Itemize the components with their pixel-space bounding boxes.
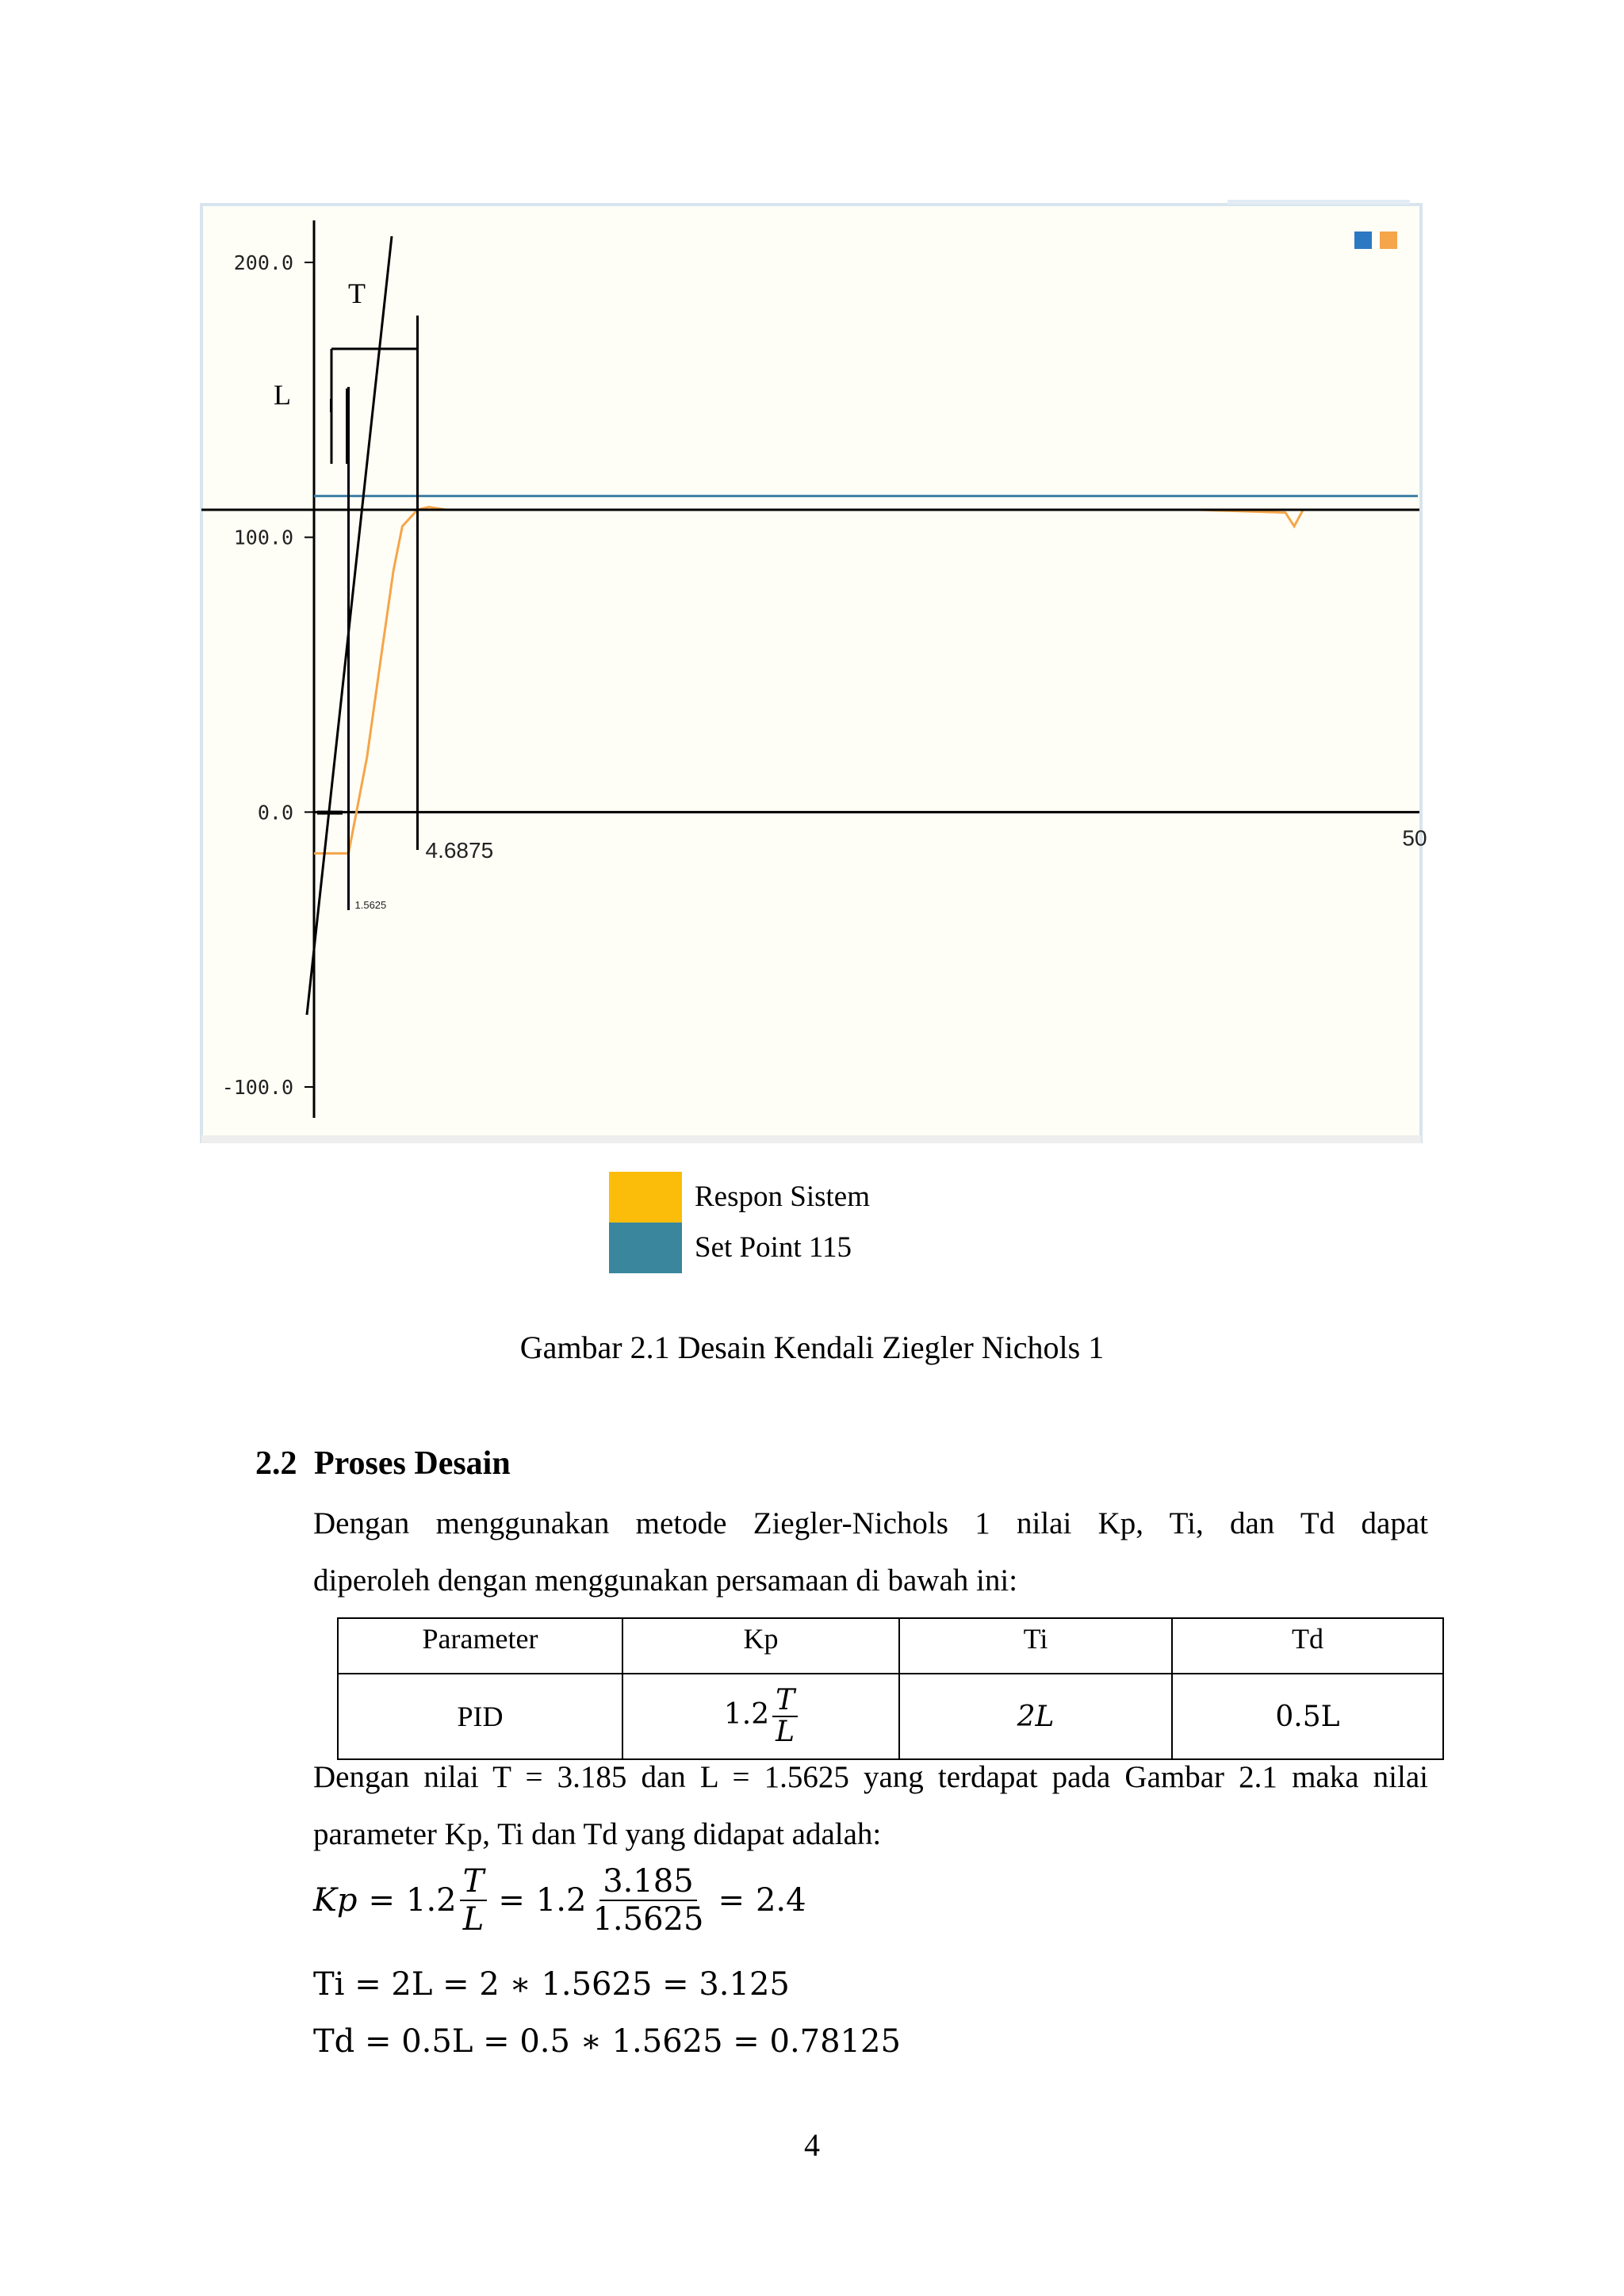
eq-kp-result: 2.4	[755, 1882, 806, 1919]
eq-kp-equals-1: =	[368, 1882, 396, 1919]
kp-denominator: L	[776, 1716, 795, 1748]
label-t-value: 4.6875	[425, 838, 494, 863]
x-end-label: 50	[1402, 825, 1427, 851]
label-t: T	[348, 277, 366, 309]
equation-ti: Ti = 2L = 2 ∗ 1.5625 = 3.125	[313, 1966, 790, 2003]
paragraph-1-line-1: Dengan menggunakan metode Ziegler-Nichols 1 nilai Kp, Ti, dan Td dapat	[313, 1506, 1428, 1540]
eq-kp-num-2: 3.185	[599, 1863, 697, 1901]
y-tick-label: -100.0	[221, 1076, 293, 1099]
eq-kp-lhs: Kp	[313, 1882, 358, 1919]
eq-kp-fraction-1	[460, 1863, 488, 1938]
table-header-cell: Kp	[622, 1618, 899, 1674]
eq-kp-equals-2: =	[498, 1882, 525, 1919]
section-heading	[255, 1445, 511, 1483]
chart-frame	[201, 205, 1421, 1142]
table-header-row	[338, 1618, 1443, 1674]
equation-td: Td = 0.5L = 0.5 ∗ 1.5625 = 0.78125	[313, 2023, 901, 2060]
legend-swatch-setpoint	[609, 1223, 682, 1273]
legend-swatch-respon	[609, 1172, 682, 1223]
equation-kp	[313, 1863, 806, 1938]
eq-kp-den-1: L	[462, 1901, 485, 1938]
table-cell-td: 0.5L	[1172, 1674, 1443, 1759]
chart-bottom-strip	[201, 1135, 1421, 1143]
label-l: L	[274, 379, 291, 411]
eq-kp-equals-3: =	[718, 1882, 745, 1919]
parameter-table	[337, 1617, 1444, 1760]
table-cell-kp	[622, 1674, 899, 1759]
table-cell-label: PID	[338, 1674, 622, 1759]
kp-fraction	[772, 1686, 798, 1747]
legend-marker-orange	[1380, 232, 1397, 249]
table-cell-ti: 2L	[899, 1674, 1172, 1759]
paragraph-2-line-1: Dengan nilai T = 3.185 dan L = 1.5625 yang terdapat pada Gambar 2.1 maka nilai	[313, 1760, 1428, 1794]
y-tick-label: 200.0	[233, 251, 293, 274]
table-header-cell: Parameter	[338, 1618, 622, 1674]
y-tick-label: 0.0	[257, 801, 293, 825]
kp-numerator: T	[772, 1686, 798, 1717]
legend-label-setpoint: Set Point 115	[695, 1231, 852, 1264]
figure-caption: Gambar 2.1 Desain Kendali Ziegler Nichols 1	[519, 1330, 1105, 1365]
legend-label-respon: Respon Sistem	[695, 1181, 870, 1213]
table-header-cell: Td	[1172, 1618, 1443, 1674]
paragraph-2-line-2: parameter Kp, Ti dan Td yang didapat adalah:	[313, 1817, 882, 1851]
table-header-cell: Ti	[899, 1618, 1172, 1674]
eq-kp-coef-1: 1.2	[406, 1882, 457, 1919]
y-tick-label: 100.0	[233, 526, 293, 549]
eq-kp-fraction-2	[589, 1863, 707, 1938]
eq-kp-den-2: 1.5625	[592, 1901, 704, 1938]
section-title: Proses Desain	[314, 1445, 511, 1482]
legend-marker-blue	[1354, 232, 1372, 249]
eq-kp-coef-2: 1.2	[535, 1882, 587, 1919]
paragraph-1-line-2: diperoleh dengan menggunakan persamaan di bawah ini:	[313, 1563, 1018, 1598]
label-l-value: 1.5625	[354, 899, 387, 911]
kp-coefficient: 1.2	[723, 1698, 770, 1731]
eq-kp-num-1: T	[460, 1863, 488, 1901]
section-number: 2.2	[255, 1445, 297, 1482]
page-number: 4	[804, 2127, 820, 2163]
table-row	[338, 1674, 1443, 1759]
chart-toolbar-strip	[1228, 200, 1410, 205]
